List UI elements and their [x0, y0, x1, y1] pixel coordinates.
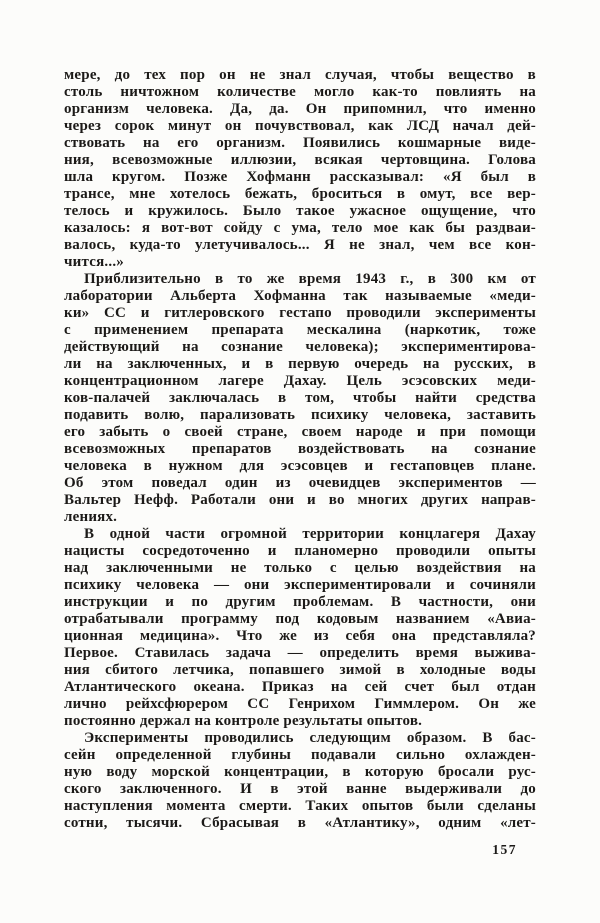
- text-line: ционная медицина». Что же из себя она представляла?: [64, 628, 536, 644]
- text-line: ского заключенного. И в этой ванне выдерживали до: [64, 781, 536, 797]
- text-line: шла кругом. Позже Хофманн рассказывал: «Я был в: [64, 169, 536, 185]
- text-line: Приблизительно в то же время 1943 г., в 300 км от: [84, 271, 536, 287]
- text-line: чится...»: [64, 254, 124, 270]
- text-line: ния сбитого летчика, попавшего зимой в холодные воды: [64, 662, 536, 678]
- paragraph: [64, 730, 536, 832]
- text-line: лаборатории Альберта Хофманна так называемые «меди-: [64, 288, 536, 304]
- text-line: человека в нужном для эсэсовцев и гестаповцев плане.: [64, 458, 536, 474]
- text-line: сотни, тысячи. Сбрасывая в «Атлантику», одним «лет-: [64, 815, 536, 831]
- text-line: действующий на сознание человека); экспериментирова-: [64, 339, 536, 355]
- text-line: телось и кружилось. Было такое ужасное ощущение, что: [64, 203, 536, 219]
- text-line: постоянно держал на контроле результаты опытов.: [64, 713, 423, 729]
- text-line: его забыть о своей стране, своем народе и при помощи: [64, 424, 536, 440]
- text-line: инструкции и по другим проблемам. В частности, они: [64, 594, 536, 610]
- text-line: отрабатывали программу под кодовым названием «Авиа-: [64, 611, 536, 627]
- text-line: сейн определенной глубины подавали сильно охлажден-: [64, 747, 536, 763]
- text-line: над заключенными не только с целью воздействия на: [64, 560, 536, 576]
- text-line: Атлантического океана. Приказ на сей счет был отдан: [64, 679, 536, 695]
- paragraph: [64, 271, 536, 526]
- text-line: ную воду морской концентрации, в которую бросали рус-: [64, 764, 536, 780]
- text-line: ки» СС и гитлеровского гестапо проводили эксперименты: [64, 305, 536, 321]
- text-line: с применением препарата мескалина (наркотик, тоже: [64, 322, 536, 338]
- text-line: нацисты сосредоточенно и планомерно проводили опыты: [64, 543, 536, 559]
- text-line: организм человека. Да, да. Он припомнил, что именно: [64, 101, 536, 117]
- text-line: лично рейхсфюрером СС Генрихом Гиммлером. Он же: [64, 696, 536, 712]
- text-line: Об этом поведал один из очевидцев экспериментов —: [64, 475, 536, 491]
- text-line: В одной части огромной территории концлагеря Дахау: [84, 526, 536, 542]
- text-line: наступления момента смерти. Таких опытов были сделаны: [64, 798, 536, 814]
- text-line: мере, до тех пор он не знал случая, чтобы вещество в: [64, 67, 536, 83]
- page-number: 157: [492, 842, 517, 857]
- text-line: ли на заключенных, и в первую очередь на русских, в: [64, 356, 536, 372]
- text-line: ков-палачей заключалась в том, чтобы найти средства: [64, 390, 536, 406]
- text-line: концентрационном лагере Дахау. Цель эсэсовских меди-: [64, 373, 536, 389]
- text-line: столь ничтожном количестве могло как-то повлиять на: [64, 84, 536, 100]
- text-line: казалось: я вот-вот сойду с ума, тело мое как бы раздваи-: [64, 220, 536, 236]
- text-line: ния, всевозможные иллюзии, всякая чертовщина. Голова: [64, 152, 536, 168]
- text-line: всевозможных препаратов воздействовать на сознание: [64, 441, 536, 457]
- text-line: ствовать на его организм. Появились кошмарные виде-: [64, 135, 536, 151]
- text-line: Первое. Ставилась задача — определить время выжива-: [64, 645, 536, 661]
- paragraph: [64, 67, 536, 271]
- text-line: психику человека — они экспериментировали и сочиняли: [64, 577, 536, 593]
- text-line: через сорок минут он почувствовал, как ЛСД начал дей-: [64, 118, 536, 134]
- text-line: Эксперименты проводились следующим образом. В бас-: [84, 730, 536, 746]
- text-line: лениях.: [64, 509, 118, 525]
- text-line: подавить волю, парализовать психику человека, заставить: [64, 407, 536, 423]
- paragraph: [64, 526, 536, 730]
- text-line: валось, куда-то улетучивалось... Я не знал, чем все кон-: [64, 237, 536, 253]
- page-text: [64, 67, 536, 832]
- text-line: Вальтер Нефф. Работали они и во многих других направ-: [64, 492, 536, 508]
- text-line: трансе, мне хотелось бежать, броситься в омут, все вер-: [64, 186, 536, 202]
